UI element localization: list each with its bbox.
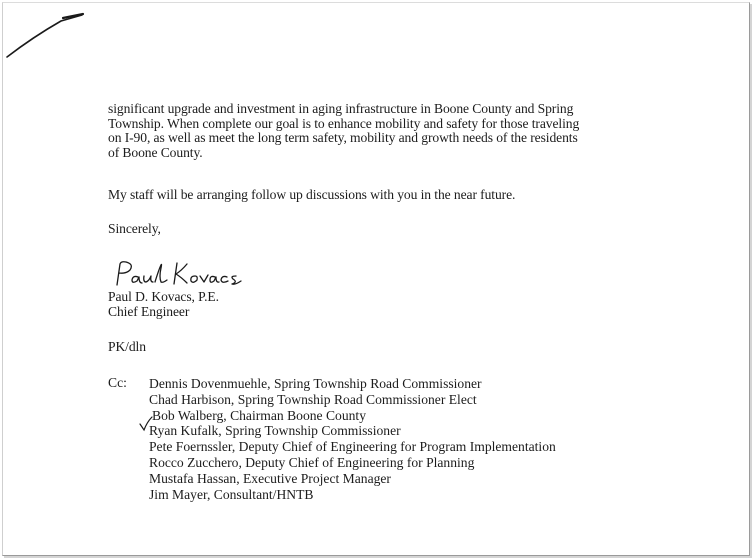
body-line: of Boone County. (108, 144, 203, 160)
cc-recipient: Jim Mayer, Consultant/HNTB (149, 486, 314, 502)
cc-recipient: Pete Foernssler, Deputy Chief of Engineering for Program Implementation (149, 439, 556, 455)
closing-salutation: Sincerely, (108, 221, 161, 236)
cc-recipient: Rocco Zucchero, Deputy Chief of Engineering for Planning (149, 454, 475, 470)
reference-initials: PK/dln (108, 339, 146, 354)
cc-recipient: Ryan Kufalk, Spring Township Commissioner (149, 423, 401, 439)
cc-label: Cc: (108, 375, 127, 390)
body-line: Township. When complete our goal is to enhance mobility and safety for those traveling (108, 115, 580, 131)
cc-recipient: Chad Harbison, Spring Township Road Commissioner Elect (149, 391, 477, 407)
body-line: on I-90, as well as meet the long term safety, mobility and growth needs of the residents (108, 130, 578, 145)
scanned-letter-page (2, 2, 750, 556)
pen-stroke-mark (3, 3, 93, 63)
cc-recipient-list (149, 376, 556, 502)
cc-recipient: Mustafa Hassan, Executive Project Manager (149, 470, 391, 486)
body-line: significant upgrade and investment in aging infrastructure in Boone County and Spring (108, 101, 574, 116)
cc-recipient: Dennis Dovenmuehle, Spring Township Road Commissioner (149, 376, 482, 391)
followup-sentence: My staff will be arranging follow up discussions with you in the near future. (108, 187, 516, 202)
handwritten-signature (111, 259, 271, 291)
cc-recipient: Bob Walberg, Chairman Boone County (152, 407, 366, 423)
letter-body-paragraph (108, 102, 668, 160)
signer-title: Chief Engineer (108, 304, 190, 319)
signer-name: Paul D. Kovacs, P.E. (108, 289, 219, 304)
